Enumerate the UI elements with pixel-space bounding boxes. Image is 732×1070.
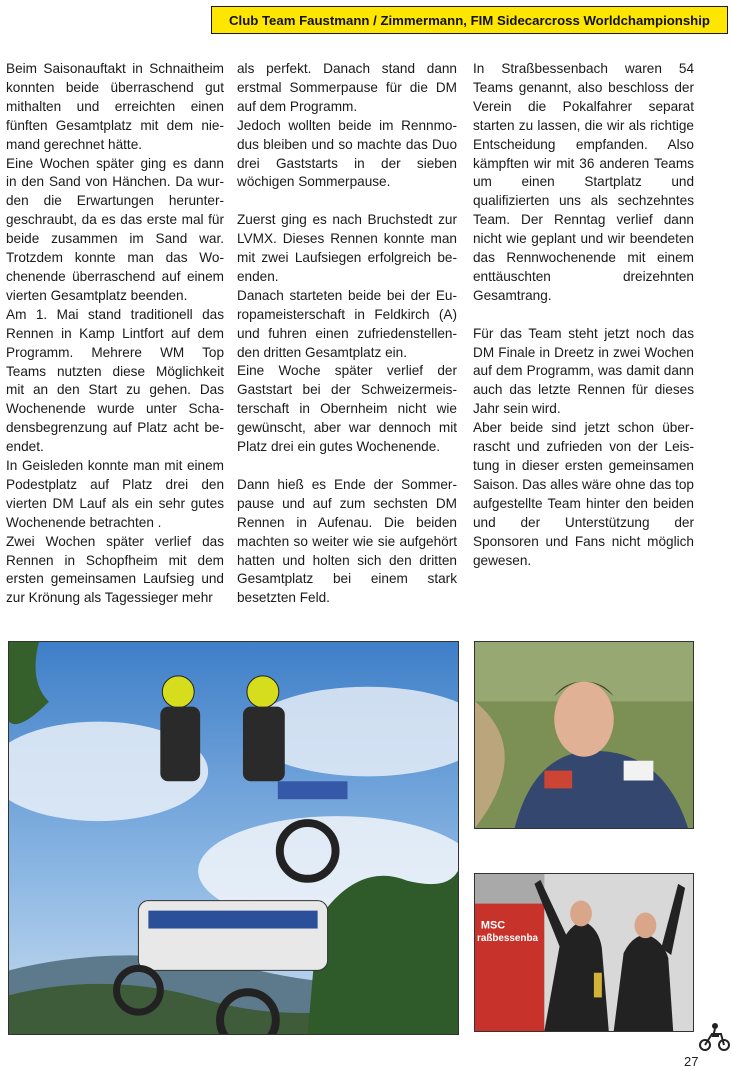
paragraph: Aber beide sind jetzt schon überrascht und zufrieden von der Leistung in dieser ersten gemeinsamen Saison. Das alles wäre ohne das top aufgestellte Team hinter den beiden und der Unterstützung der Sponsoren und Fans nicht möglich gewesen. — [473, 420, 694, 568]
paragraph: Danach starteten beide bei der Europameisterschaft in Feldkirch (A) und fuhren einen zufriedenstellenden dritten Gesamtplatz ein. — [237, 287, 457, 360]
paragraph-gap — [473, 306, 694, 325]
page-number: 27 — [684, 1054, 699, 1069]
paragraph: Zuerst ging es nach Bruchstedt zur LVMX. Dieses Rennen konnte man mit zwei Laufsiegen erfolgreich beenden. — [237, 212, 457, 284]
rider-portrait-photo — [474, 641, 694, 829]
sidecar-bike-icon — [697, 1018, 731, 1052]
text-column-1 — [6, 60, 224, 608]
paragraph: Zwei Wochen später verlief das Rennen in Schopfheim mit dem ersten gemeinsamen Laufsieg und zur Krönung als Tagessieger mehr — [6, 533, 224, 606]
podium-banner-line2: raßbessenba — [476, 933, 539, 945]
paragraph: In Straßbessenbach waren 54 Teams genannt, also beschloss der Verein die Pokalfahrer separat starten zu lassen, die wir als richtige Entscheidung empfanden. Also kämpften wir mit 36 anderen Teams um einen Startplatz und qualifizierten uns als sechzehntes Team. Der Renntag verlief dann nicht wie geplant und wir beendeten das Rennwochenende mit einem enttäuschten dreizehnten Gesamtrang. — [473, 61, 694, 303]
text-column-2 — [237, 60, 457, 608]
podium-photo — [474, 873, 694, 1032]
paragraph: Eine Woche später verlief der Gaststart bei der Schweizermeisterschaft in Obernheim nicht wie gewünscht, aber war dennoch mit Platz drei ein gutes Wochenende. — [237, 363, 457, 455]
header-banner — [211, 6, 728, 34]
paragraph-gap — [237, 457, 457, 476]
paragraph: Am 1. Mai stand traditionell das Rennen in Kamp Lintfort auf dem Programm. Mehrere WM Top Teams nutzten diese Möglichkeit mit an den Start zu gehen. Das Wochenende wurde unter Schadensbegrenzung auf Platz acht beendet. — [6, 306, 224, 455]
sidecar-jump-photo — [8, 641, 459, 1035]
paragraph: Für das Team steht jetzt noch das DM Finale in Dreetz in zwei Wochen auf dem Programm, was damit dann auch das letzte Rennen für dieses Jahr sein wird. — [473, 325, 694, 417]
paragraph: Jedoch wollten beide im Rennmodus bleiben und so machte das Duo drei Gaststarts in der sieben wöchigen Sommerpause. — [237, 117, 457, 190]
paragraph: als perfekt. Danach stand dann erstmal Sommerpause für die DM auf dem Programm. — [237, 61, 457, 114]
paragraph-gap — [237, 192, 457, 211]
paragraph: Dann hieß es Ende der Sommerpause und auf zum sechsten DM Rennen in Aufenau. Die beiden machten so weiter wie sie aufgehört hatten und holten sich den dritten Gesamtplatz bei einem stark besetzten Feld. — [237, 476, 457, 606]
podium-banner-line1: MSC — [480, 919, 506, 932]
paragraph: Beim Saisonauftakt in Schnaitheim konnten beide überraschend gut mithalten und erreichten einen fünften Gesamtplatz mit dem niemand gerechnet hätte. — [6, 61, 224, 152]
header-title: Club Team Faustmann / Zimmermann, FIM Sidecarcross Worldchampionship — [229, 12, 710, 28]
text-column-3 — [473, 60, 694, 570]
paragraph: In Geisleden konnte man mit einem Podestplatz auf Platz drei den vierten DM Lauf als ein sehr gutes Wochenende betrachten . — [6, 458, 224, 530]
paragraph: Eine Wochen später ging es dann in den Sand von Hänchen. Da wurden die Erwartungen heruntergeschraubt, da es das erste mal für beide zusammen im Sand war. Trotzdem konnte man das Wochenende überraschend auf einem vierten Gesamtplatz beenden. — [6, 155, 224, 303]
